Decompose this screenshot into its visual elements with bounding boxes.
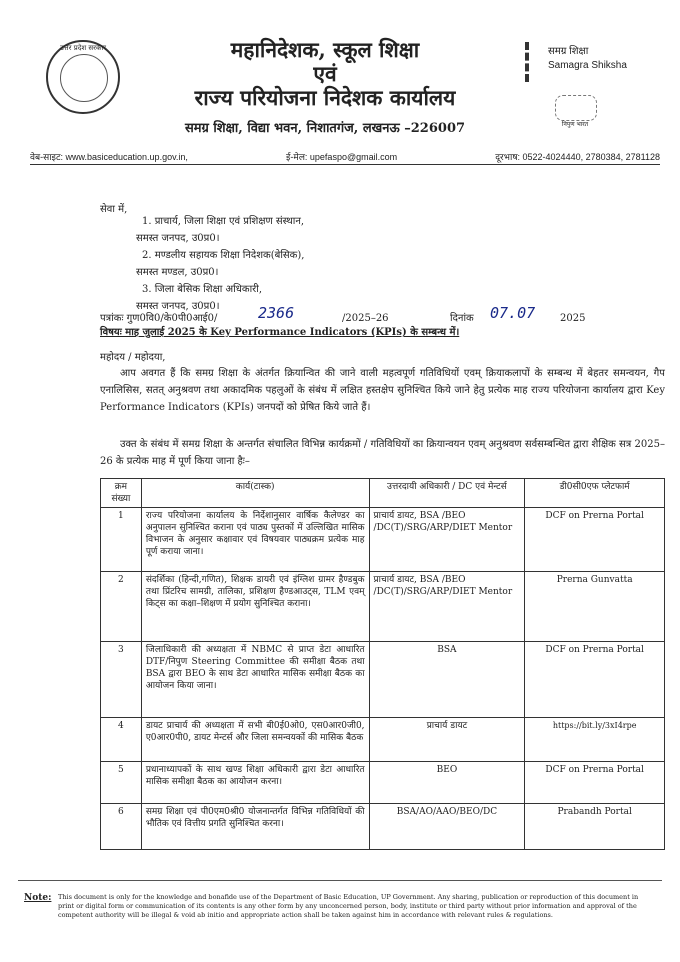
reference-prefix: पत्रांकः गुण0वि0/के0पी0आई0/ — [100, 313, 218, 324]
row-task: संदर्शिका (हिन्दी,गणित), शिक्षक डायरी एवं इंग्लिश ग्रामर हैण्डबुक तथा प्रिंटरिच सामग्री, तालिका, प्रशिक्षण हैण्डआउट्स, TLM एवम् किट्स का कक्षा–शिक्षण में प्रयोग सुनिश्चित कराना। — [141, 572, 369, 642]
row-task: प्रधानाध्यापकों के साथ खण्ड शिक्षा अधिकारी द्वारा डेटा आधारित मासिक समीक्षा बैठक का आयोजन करना। — [141, 762, 369, 804]
row-platform: https://bit.ly/3xI4rpe — [525, 718, 665, 762]
reference-session: /2025–26 — [342, 313, 389, 324]
reference-number-handwritten: 2366 — [258, 304, 295, 322]
row-responsible: प्राचार्य डायट, BSA /BEO /DC(T)/SRG/ARP/DIET Mentor — [369, 572, 525, 642]
row-serial: 5 — [101, 762, 142, 804]
footer-divider — [18, 880, 662, 881]
table-row — [101, 762, 665, 804]
email: ई-मेल: upefaspo@gmail.com — [286, 152, 398, 162]
row-task: समग्र शिक्षा एवं पी0एम0श्री0 योजनान्तर्गत विभिन्न गतिविधियों की भौतिक एवं वित्तीय प्रगति सुनिश्चित करना। — [141, 804, 369, 850]
header-serial: क्रम संख्या — [101, 479, 142, 508]
row-platform: DCF on Prerna Portal — [525, 762, 665, 804]
header-task: कार्य(टास्क) — [141, 479, 369, 508]
row-serial: 2 — [101, 572, 142, 642]
note-label: Note: — [24, 893, 52, 903]
website: वेब-साइट: www.basiceducation.up.gov.in, — [30, 152, 188, 162]
table-header-row — [101, 479, 665, 508]
seal-text: उत्तर प्रदेश सरकार — [59, 44, 107, 52]
row-serial: 6 — [101, 804, 142, 850]
addressee-line-5: 3. जिला बेसिक शिक्षा अधिकारी, — [142, 284, 263, 295]
row-responsible: BEO — [369, 762, 525, 804]
logo-english: Samagra Shiksha — [548, 60, 627, 71]
table-row — [101, 572, 665, 642]
title-line-2: एवं — [313, 61, 337, 86]
row-platform: Prerna Gunvatta — [525, 572, 665, 642]
greeting: महोदय / महोदया, — [100, 352, 166, 363]
up-government-seal — [46, 40, 120, 114]
date-label: दिनांक — [450, 313, 474, 324]
row-task: जिलाधिकारी की अध्यक्षता में NBMC से प्राप्त डेटा आधारित DTF/निपुण Steering Committee की समीक्षा बैठक तथा BSA द्वारा BEO के साथ डेटा आधारित मासिक समीक्षा बैठक का आयोजन किया जाना। — [141, 642, 369, 718]
salutation: सेवा में, — [100, 204, 128, 215]
header-platform: डी0सी0एफ प्लेटफार्म — [525, 479, 665, 508]
header-divider — [30, 164, 660, 165]
addressee-line-1: 1. प्राचार्य, जिला शिक्षा एवं प्रशिक्षण संस्थान, — [142, 216, 305, 227]
seal-emblem-icon — [60, 54, 108, 102]
row-platform: DCF on Prerna Portal — [525, 642, 665, 718]
row-platform: Prabandh Portal — [525, 804, 665, 850]
row-platform: DCF on Prerna Portal — [525, 508, 665, 572]
logo-hindi: समग्र शिक्षा — [548, 46, 589, 57]
kpi-table — [100, 478, 665, 850]
office-title — [150, 38, 500, 110]
date-handwritten: 07.07 — [490, 304, 536, 322]
addressee-line-6: समस्त जनपद, उ0प्र0। — [136, 301, 220, 312]
phone: दूरभाष: 0522-4024440, 2780384, 2781128 — [495, 152, 660, 162]
header-responsible: उत्तरदायी अधिकारी / DC एवं मेन्टर्स — [369, 479, 525, 508]
office-address: समग्र शिक्षा, विद्या भवन, निशातगंज, लखनऊ –226007 — [184, 121, 466, 136]
paragraph-1: आप अवगत हैं कि समग्र शिक्षा के अंतर्गत क्रियान्वित की जाने वाली महत्वपूर्ण गतिविधियों एवम् क्रियाकलापों के सम्बन्ध में बेहतर समन्वयन, गैप एनालिसिस, सतत् अनुश्रवण तथा अकादमिक पहलुओं के संबंध में लक्षित हस्तक्षेप सुनिश्चित किये जाने हेतु प्रत्येक माह राज्य परियोजना कार्यालय द्वारा Key Performance Indicators (KPIs) जनपदों को प्रेषित किये जाते हैं। — [100, 368, 665, 413]
row-task: राज्य परियोजना कार्यालय के निर्देशानुसार वार्षिक कैलेण्डर का अनुपालन सुनिश्चित कराना एवं पाठ्य पुस्तकों में उल्लिखित मासिक विभाजन के अनुसार कक्षावार एवं विषयवार पाठ्यक्रम प्रत्येक माह पूर्ण कराया जाना। — [141, 508, 369, 572]
row-serial: 1 — [101, 508, 142, 572]
samagra-shiksha-logo-icon — [525, 42, 547, 82]
addressee-line-4: समस्त मण्डल, उ0प्र0। — [136, 267, 219, 278]
nipun-bharat-logo-icon — [555, 95, 597, 121]
paragraph-2: उक्त के संबंध में समग्र शिक्षा के अन्तर्गत संचालित विभिन्न कार्यक्रमों / गतिविधियों का क्रियान्वयन एवम् अनुश्रवण सर्वसम्बन्धित द्वारा शैक्षिक सत्र 2025–26 के प्रत्येक माह में पूर्ण किया जाना हैः– — [100, 439, 665, 467]
contact-bar — [30, 150, 660, 163]
nipun-label: निपुण भारत — [561, 121, 589, 128]
row-serial: 3 — [101, 642, 142, 718]
table-row — [101, 508, 665, 572]
date-year: 2025 — [560, 313, 586, 324]
addressee-line-2: समस्त जनपद, उ0प्र0। — [136, 233, 220, 244]
addressee-line-3: 2. मण्डलीय सहायक शिक्षा निदेशक(बेसिक), — [142, 250, 305, 261]
table-row — [101, 718, 665, 762]
row-responsible: BSA — [369, 642, 525, 718]
row-task: डायट प्राचार्य की अध्यक्षता में सभी बी0ई0ओ0, एस0आर0जी0, ए0आर0पी0, डायट मेन्टर्स और जिला समन्वयकों की मासिक बैठक — [141, 718, 369, 762]
note-text: This document is only for the knowledge and bonafide use of the Department of Basic Education, UP Government. Any sharing, publication or reproduction of this document in print or digital form or communication of its contents is any other form by any unconcerned person, body, institute or third party without prior information and approval of the competent authority will be illegal & void ab initio and appropriate action shall be taken against him in accordance with relevant rules & regulations. — [58, 893, 639, 919]
table-row — [101, 642, 665, 718]
table-row — [101, 804, 665, 850]
row-responsible: BSA/AO/AAO/BEO/DC — [369, 804, 525, 850]
subject-line: विषयः माह जुलाई 2025 के Key Performance Indicators (KPIs) के सम्बन्ध में। — [100, 327, 460, 338]
row-responsible: प्राचार्य डायट, BSA /BEO /DC(T)/SRG/ARP/DIET Mentor — [369, 508, 525, 572]
row-responsible: प्राचार्य डायट — [369, 718, 525, 762]
title-line-3: राज्य परियोजना निदेशक कार्यालय — [194, 85, 456, 110]
title-line-1: महानिदेशक, स्कूल शिक्षा — [230, 37, 420, 62]
samagra-shiksha-logo-text — [548, 45, 627, 73]
row-serial: 4 — [101, 718, 142, 762]
